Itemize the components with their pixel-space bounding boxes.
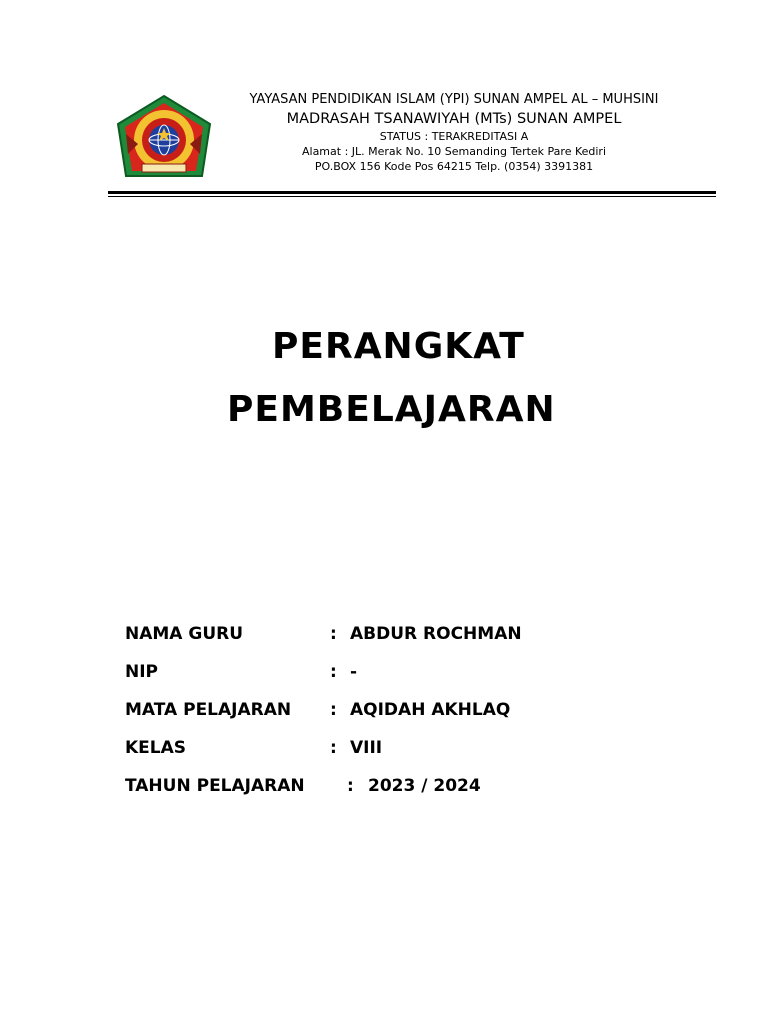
foundation-name: YAYASAN PENDIDIKAN ISLAM (YPI) SUNAN AMPEL AL – MUHSINI bbox=[249, 92, 659, 107]
school-name: MADRASAH TSANAWIYAH (MTs) SUNAN AMPEL bbox=[286, 111, 622, 127]
letterhead bbox=[108, 88, 716, 196]
info-colon: : bbox=[330, 662, 337, 682]
info-value: - bbox=[350, 662, 358, 682]
info-colon: : bbox=[330, 738, 337, 758]
info-value: 2023 / 2024 bbox=[368, 776, 481, 796]
info-label: NAMA GURU bbox=[125, 624, 244, 644]
info-row-class bbox=[125, 738, 685, 776]
info-value: VIII bbox=[350, 738, 383, 758]
info-label: MATA PELAJARAN bbox=[125, 700, 292, 720]
info-value: AQIDAH AKHLAQ bbox=[350, 700, 511, 720]
school-emblem-icon bbox=[114, 94, 214, 186]
school-contact: PO.BOX 156 Kode Pos 64215 Telp. (0354) 3391381 bbox=[314, 160, 594, 173]
document-title-line1: PERANGKAT bbox=[272, 326, 525, 367]
letterhead-divider-thick bbox=[108, 191, 716, 194]
teacher-info-block bbox=[125, 624, 685, 814]
info-row-subject bbox=[125, 700, 685, 738]
document-title-line2: PEMBELAJARAN bbox=[227, 389, 556, 430]
info-label: KELAS bbox=[125, 738, 187, 758]
letterhead-divider-thin bbox=[108, 196, 716, 197]
info-row-teacher-name bbox=[125, 624, 685, 662]
info-label: NIP bbox=[125, 662, 159, 682]
info-colon: : bbox=[347, 776, 354, 796]
letterhead-text bbox=[216, 88, 692, 174]
school-address: Alamat : JL. Merak No. 10 Semanding Tertek Pare Kediri bbox=[301, 145, 607, 158]
info-value: ABDUR ROCHMAN bbox=[350, 624, 522, 644]
accreditation-status: STATUS : TERAKREDITASI A bbox=[379, 130, 529, 143]
info-label: TAHUN PELAJARAN bbox=[125, 776, 305, 796]
info-colon: : bbox=[330, 624, 337, 644]
info-colon: : bbox=[330, 700, 337, 720]
info-row-nip bbox=[125, 662, 685, 700]
info-row-academic-year bbox=[125, 776, 685, 814]
